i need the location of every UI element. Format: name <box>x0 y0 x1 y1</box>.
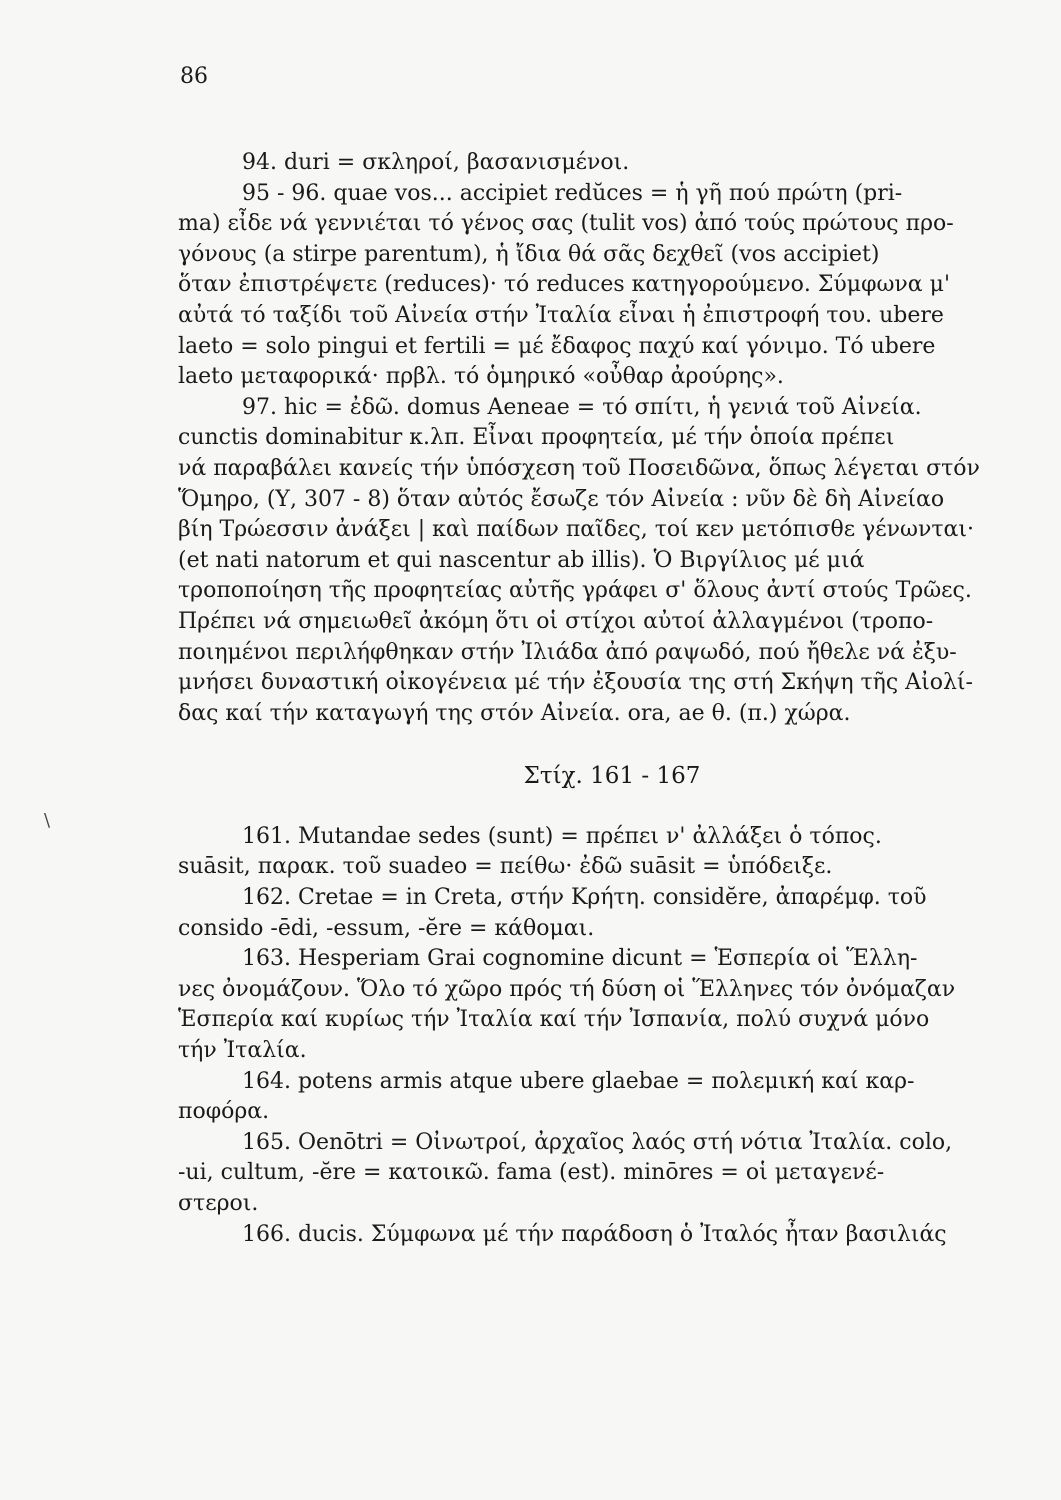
entry-line: αὐτά τό ταξίδι τοῦ Αἰνεία στήν Ἰταλία εἶναι ἡ ἐπιστροφή του. ubere <box>178 302 944 328</box>
entry-line: δας καί τήν καταγωγή της στόν Αἰνεία. ora, ae θ. (π.) χώρα. <box>178 700 851 726</box>
entry-line: laeto μεταφορικά· πρβλ. τό ὁμηρικό «οὖθαρ ἀρούρης». <box>178 364 784 390</box>
entry-line: νά παραβάλει κανείς τήν ὑπόσχεση τοῦ Ποσειδῶνα, ὅπως λέγεται στόν <box>178 455 980 481</box>
commentary-entry <box>178 1128 1046 1220</box>
entry-line: τροποποίηση τῆς προφητείας αὐτῆς γράφει σ' ὅλους ἀντί στούς Τρῶες. <box>178 578 972 604</box>
entry-line: Πρέπει νά σημειωθεῖ ἀκόμη ὅτι οἱ στίχοι αὐτοί ἀλλαγμένοι (τροπο- <box>178 608 934 634</box>
entry-line: 97. hic = ἐδῶ. domus Aeneae = τό σπίτι, ἡ γενιά τοῦ Αἰνεία. <box>242 394 922 420</box>
entry-line: βίη Τρώεσσιν ἀνάξει | καὶ παίδων παῖδες, τοί κεν μετόπισθε γένωνται· <box>178 517 975 543</box>
entry-line: 163. Hesperiam Grai cognomine dicunt = Ἑσπερία οἱ Ἕλλη- <box>242 946 918 972</box>
entry-line: 94. duri = σκληροί, βασανισμένοι. <box>242 150 630 175</box>
entry-line: νες ὀνομάζουν. Ὅλο τό χῶρο πρός τή δύση οἱ Ἕλληνες τόν ὀνόμαζαν <box>178 976 956 1002</box>
commentary-entry <box>178 1067 1046 1128</box>
entry-line: -ui, cultum, -ĕre = κατοικῶ. fama (est). minōres = οἱ μεταγενέ- <box>178 1160 885 1186</box>
entry-line: τήν Ἰταλία. <box>178 1038 307 1064</box>
margin-mark: \ <box>44 810 51 831</box>
entry-line: 162. Cretae = in Creta, στήν Κρήτη. considĕre, ἀπαρέμφ. τοῦ <box>242 885 927 911</box>
entry-line: 165. Oenōtri = Οἰνωτροί, ἀρχαῖος λαός στή νότια Ἰταλία. colo, <box>242 1129 953 1155</box>
commentary-entry <box>178 883 1046 944</box>
entry-line: suāsit, παρακ. τοῦ suadeo = πείθω· ἐδῶ suāsit = ὑπόδειξε. <box>178 854 833 880</box>
entry-line: μνήσει δυναστική οἰκογένεια μέ τήν ἐξουσία της στή Σκήψη τῆς Αἰολί- <box>178 670 973 696</box>
entry-line: 161. Mutandae sedes (sunt) = πρέπει ν' ἀλλάξει ὁ τόπος. <box>242 823 882 849</box>
commentary-entry <box>178 148 1046 179</box>
page-number: 86 <box>180 64 208 89</box>
commentary-entry <box>178 179 1046 393</box>
entry-line: laeto = solo pingui et fertili = μέ ἔδαφος παχύ καί γόνιμο. Τό ubere <box>178 333 936 359</box>
entry-line: 166. ducis. Σύμφωνα μέ τήν παράδοση ὁ Ἰταλός ἦταν βασιλιάς <box>242 1221 947 1247</box>
entry-line: Ἑσπερία καί κυρίως τήν Ἰταλία καί τήν Ἰσπανία, πολύ συχνά μόνο <box>178 1007 930 1033</box>
entry-line: γόνους (a stirpe parentum), ἡ ἴδια θά σᾶς δεχθεῖ (vos accipiet) <box>178 241 880 267</box>
entry-line: ma) εἶδε νά γεννιέται τό γένος σας (tulit vos) ἀπό τούς πρώτους προ- <box>178 211 954 237</box>
commentary-entry <box>178 393 1046 730</box>
entry-line: cunctis dominabitur κ.λπ. Εἶναι προφητεία, μέ τήν ὁποία πρέπει <box>178 425 895 451</box>
commentary-part-1 <box>178 148 1046 729</box>
page-body <box>178 148 1046 1250</box>
commentary-entry <box>178 944 1046 1066</box>
commentary-entry <box>178 1220 1046 1251</box>
entry-line: ποιημένοι περιλήφθηκαν στήν Ἰλιάδα ἀπό ραψωδό, πού ἤθελε νά ἐξυ- <box>178 639 957 665</box>
section-heading: Στίχ. 161 - 167 <box>523 763 701 790</box>
commentary-part-2 <box>178 822 1046 1250</box>
commentary-entry <box>178 822 1046 883</box>
entry-line: Ὅμηρο, (Υ, 307 - 8) ὅταν αὐτός ἔσωζε τόν Αἰνεία : νῦν δὲ δὴ Αἰνείαο <box>178 486 945 512</box>
entry-line: στεροι. <box>178 1191 259 1216</box>
entry-line: ὅταν ἐπιστρέψετε (reduces)· τό reduces κατηγορούμενο. Σύμφωνα μ' <box>178 272 950 298</box>
entry-line: (et nati natorum et qui nascentur ab illis). Ὁ Βιργίλιος μέ μιά <box>178 547 865 573</box>
entry-line: 164. potens armis atque ubere glaebae = πολεμική καί καρ- <box>242 1068 915 1094</box>
entry-line: ποφόρα. <box>178 1099 270 1125</box>
entry-line: 95 - 96. quae vos... accipiet redŭces = ἡ γῆ πού πρώτη (pri- <box>242 180 903 206</box>
entry-line: consido -ēdi, -essum, -ĕre = κάθομαι. <box>178 915 595 941</box>
